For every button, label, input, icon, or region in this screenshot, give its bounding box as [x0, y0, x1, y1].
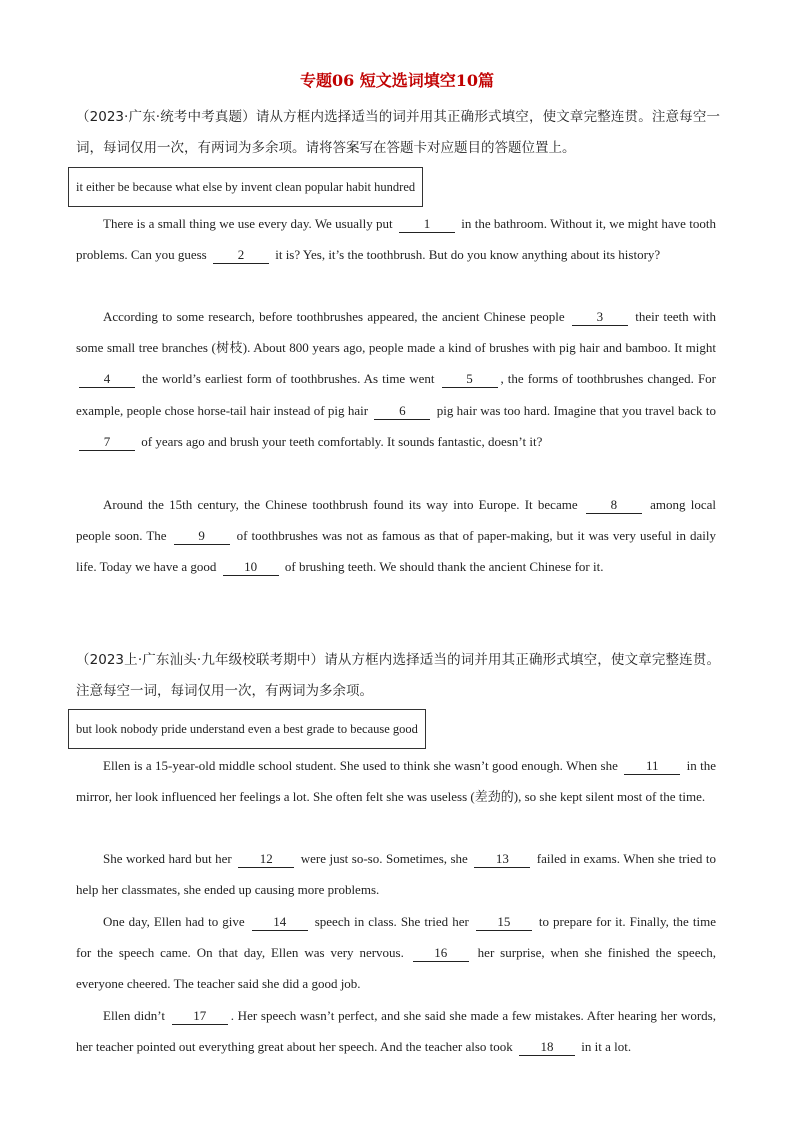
- passage-text: to prepare for it. Finally, the time for the speech came. On that day, Ellen was very nervous.: [76, 914, 716, 961]
- passage-text: her surprise, when she finished the speech, everyone cheered. The teacher said she did a good job.: [76, 945, 716, 992]
- passage-text: of toothbrushes was not as famous as that of paper-making, but it was very useful in daily life. Today we have a good: [76, 528, 717, 575]
- answer-blank[interactable]: 6: [374, 403, 430, 420]
- passage2-paragraph: [76, 843, 716, 905]
- passage-text: , the forms of toothbrushes changed. For example, people chose horse-tail hair instead of pig hair: [76, 371, 717, 418]
- passage2-word-box: but look nobody pride understand even a best grade to because good: [68, 709, 426, 749]
- passage-text: among local people soon. The: [76, 497, 716, 544]
- answer-blank[interactable]: 16: [413, 945, 469, 962]
- answer-blank[interactable]: 9: [174, 528, 230, 545]
- passage-text: their teeth with some small tree branches (树枝). About 800 years ago, people made a kind of brushes with pig hair and bamboo. It might: [76, 309, 716, 356]
- answer-blank[interactable]: 18: [519, 1039, 575, 1056]
- passage-text: were just so-so. Sometimes, she: [297, 851, 472, 866]
- passage-text: in it a lot.: [578, 1039, 632, 1055]
- passage1-paragraph: [76, 208, 716, 270]
- answer-blank[interactable]: 1: [399, 216, 455, 233]
- answer-blank[interactable]: 3: [572, 309, 628, 326]
- passage-text: of brushing teeth. We should thank the ancient Chinese for it.: [281, 559, 604, 575]
- passage1-word-box: it either be because what else by invent clean popular habit hundred: [68, 167, 423, 207]
- answer-blank[interactable]: 4: [79, 371, 135, 388]
- passage-text: Around the 15th century, the Chinese toothbrush found its way into Europe. It became: [103, 497, 583, 512]
- passage-text: failed in exams. When she tried to help her classmates, she ended up causing more problems.: [76, 851, 716, 898]
- answer-blank[interactable]: 15: [476, 914, 532, 931]
- passage-text: She worked hard but her: [103, 851, 236, 866]
- passage-text: Ellen didn’t: [103, 1008, 169, 1023]
- answer-blank[interactable]: 8: [586, 497, 642, 514]
- answer-blank[interactable]: 11: [624, 758, 680, 775]
- passage-text: Ellen is a 15-year-old middle school student. She used to think she wasn’t good enough. When she: [103, 758, 622, 773]
- passage-text: of years ago and brush your teeth comfortably. It sounds fantastic, doesn’t it?: [138, 433, 543, 449]
- passage1-paragraph: [76, 301, 716, 457]
- passage-text: According to some research, before toothbrushes appeared, the ancient Chinese people: [103, 309, 569, 324]
- answer-blank[interactable]: 13: [474, 851, 530, 868]
- passage2-paragraph: [76, 1000, 716, 1062]
- passage2-instruction: （2023上·广东汕头·九年级校联考期中）请从方框内选择适当的词并用其正确形式填空，使文章完整连贯。注意每空一词，每词仅用一次，有两词为多余项。: [76, 652, 720, 699]
- answer-blank[interactable]: 17: [172, 1008, 228, 1025]
- passage-text: One day, Ellen had to give: [103, 914, 249, 929]
- passage-text: pig hair was too hard. Imagine that you travel back to: [433, 402, 716, 418]
- passage1-paragraph: [76, 489, 716, 583]
- answer-blank[interactable]: 12: [238, 851, 294, 868]
- page-title: 专题06 短文选词填空10篇: [299, 71, 495, 90]
- answer-blank[interactable]: 2: [213, 247, 269, 264]
- passage1-instruction: （2023·广东·统考中考真题）请从方框内选择适当的词并用其正确形式填空，使文章完整连贯。注意每空一词，每词仅用一次，有两词为多余项。请将答案写在答题卡对应题目的答题位置上。: [76, 109, 720, 156]
- passage-text: the world’s earliest form of toothbrushes. As time went: [138, 371, 439, 387]
- answer-blank[interactable]: 10: [223, 559, 279, 576]
- passage-text: . Her speech wasn’t perfect, and she said she made a few mistakes. After hearing her words, her teacher pointed out everything great about her speech. And the teacher also took: [76, 1008, 716, 1055]
- passage-text: in the mirror, her look influenced her feelings a lot. She often felt she was useless (差劲的), so she kept silent most of the time.: [76, 758, 716, 805]
- passage-text: it is? Yes, it’s the toothbrush. But do you know anything about its history?: [271, 247, 661, 263]
- passage-text: speech in class. She tried her: [310, 914, 473, 929]
- passage-text: There is a small thing we use every day. We usually put: [103, 216, 396, 231]
- passage2-paragraph: [76, 750, 716, 812]
- answer-blank[interactable]: 5: [442, 371, 498, 388]
- passage-text: in the bathroom. Without it, we might have tooth problems. Can you guess: [76, 216, 716, 263]
- passage2-paragraph: [76, 906, 716, 1000]
- answer-blank[interactable]: 14: [252, 914, 308, 931]
- answer-blank[interactable]: 7: [79, 434, 135, 451]
